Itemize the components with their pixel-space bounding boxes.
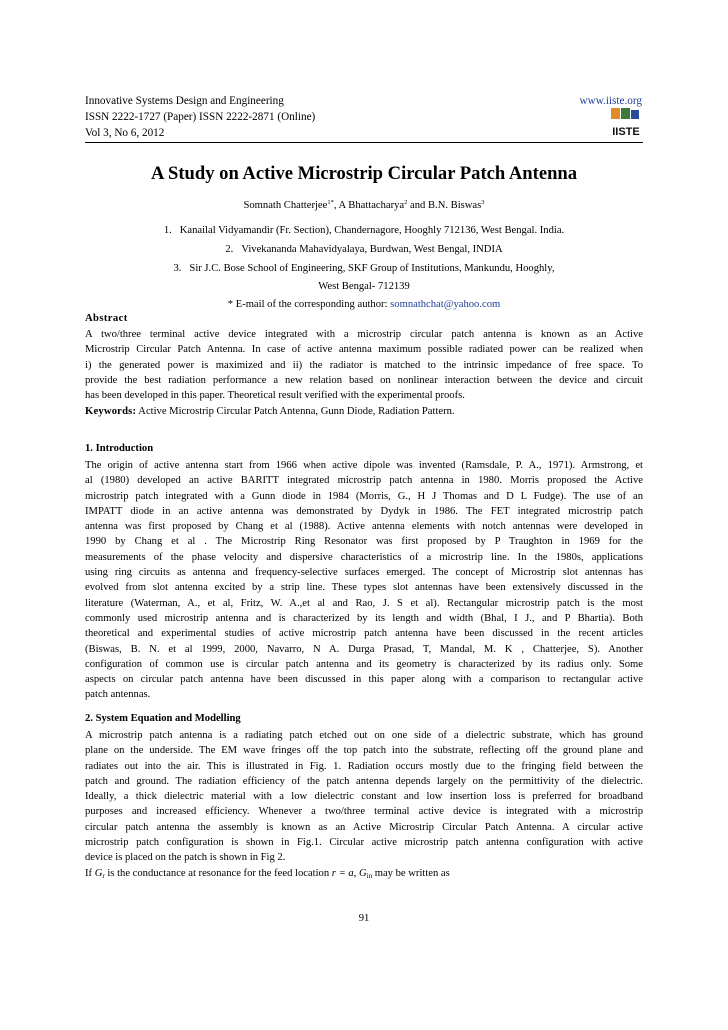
affiliation-1	[0, 224, 728, 238]
abstract-line: A two/three terminal active device integrated with a microstrip circular patch antenna is known as an Active	[85, 329, 643, 340]
intro-line: antenna was first proposed by Chang et al (1988). Active antenna elements with notch antennas were developed in	[85, 521, 643, 533]
logo-text: IISTE	[612, 126, 640, 138]
intro-line: microstrip patch integrated with a Gunn diode in 1984 (Morris, G., H J Thomas and D L Fudge). The use of an	[85, 490, 643, 502]
subscript-in: in	[366, 871, 373, 880]
intro-line: commonly used microstrip antenna and is characterized by its length and width (Bhal, I J., and P Bhartia). Both	[85, 612, 643, 624]
affiliation-3-text: Sir J.C. Bose School of Engineering, SKF Group of Institutions, Mankundu, Hooghly,	[189, 263, 555, 274]
intro-line: evolved from slot antenna excited by a strip line. These types slot antennas have been extensively discussed in the	[85, 582, 643, 594]
symbol-G: G	[94, 867, 103, 879]
journal-issn: ISSN 2222-1727 (Paper) ISSN 2222-2871 (Online)	[85, 111, 316, 123]
abstract-line: i) the generated power is maximized and ii) the radiator is matched to the intrinsic impedance of free space. To	[85, 359, 643, 371]
intro-line: configuration of common use is circular patch antenna and its geometry is characterized by its radius only. Some	[85, 658, 643, 670]
intro-line: literature (Waterman, A., et al, Fritz, W. A.,et al and Rao, J. S et al). Rectangular microstrip patch is the most	[85, 597, 643, 609]
author-3-mark: 3	[481, 199, 485, 206]
affiliation-1-number: 1.	[163, 225, 172, 236]
keywords-label: Keywords:	[85, 406, 137, 417]
intro-line: IMPATT diode in an active antenna was demonstrated by Dydyk in 1986. The FET integrated microstrip patch	[85, 505, 643, 517]
abstract-line: Microstrip Circular Patch Antenna. In case of active antenna maximum possible radiated power can be realized when	[85, 344, 643, 356]
system-line: purposes and increased efficiency. Whenever a two/three terminal active device is integrated with a microstrip	[85, 806, 643, 818]
system-line: device is placed on the patch is shown in Fig 2.	[85, 852, 286, 864]
journal-url-link[interactable]: www.iiste.org	[579, 95, 642, 107]
journal-volume: Vol 3, No 6, 2012	[85, 127, 165, 139]
keywords	[85, 404, 455, 419]
corresponding-email	[0, 298, 728, 312]
email-prefix: * E-mail of the corresponding author:	[227, 299, 391, 310]
system-line: radiates out into the air. This is illustrated in Fig. 1. Radiation occurs mostly due to the fringing field between the	[85, 760, 643, 772]
intro-line: al (1980) developed an active BARITT integrated microstrip patch antenna in 1980. Morris proposed the Active	[85, 475, 643, 487]
system-body	[85, 728, 643, 881]
iiste-logo	[611, 108, 641, 138]
system-last-line: If $G_r$ is the conductance at resonance for the feed location r = a, $G_{in}$ may be written as	[85, 867, 450, 880]
system-line: microstrip patch configuration is shown in Fig.1. Circular active microstrip patch antenna configuration with active	[85, 837, 643, 849]
system-line: plane on the underside. The EM wave fringes off the top patch into the substrate, reflecting off the ground plane and	[85, 745, 643, 757]
abstract-line: provide the best radiation performance a new relation based on nonlinear interaction between the device and circuit	[85, 374, 643, 386]
header-divider	[85, 142, 643, 143]
section-heading-system: 2. System Equation and Modelling	[85, 713, 241, 724]
intro-line: using ring circuits as antenna and frequency-selective surfaces emerged. The concept of Microstrip slot antennas has	[85, 567, 643, 579]
subscript-r: r	[102, 871, 105, 880]
affiliation-2-number: 2.	[225, 244, 234, 255]
equation-r-equals-a: r = a	[331, 867, 354, 879]
abstract-body	[85, 327, 643, 403]
page-number: 91	[358, 913, 370, 924]
author-1-mark: 1*	[327, 199, 334, 206]
affiliation-3	[0, 262, 728, 276]
paper-title: A Study on Active Microstrip Circular Patch Antenna	[150, 163, 578, 184]
affiliation-2-text: Vivekananda Mahavidyalaya, Burdwan, West Bengal, INDIA	[241, 244, 503, 255]
intro-line: theoretical and experimental studies of active microstrip patch antenna have been discussed in the recent articles	[85, 628, 643, 640]
abstract-heading: Abstract	[85, 313, 128, 324]
author-3: and B.N. Biswas	[407, 200, 482, 211]
author-2: , A Bhattacharya	[333, 200, 405, 211]
affiliation-3-continued: West Bengal- 712139	[318, 281, 410, 292]
system-line: patch and ground. The radiation efficiency of the patch antenna depends largely on the permittivity of the dielectric.	[85, 775, 643, 787]
system-line: A microstrip patch antenna is a radiating patch etched out on one side of a dielectric substrate, which has ground	[85, 730, 643, 741]
symbol-G-in: G	[358, 867, 367, 879]
author-list	[0, 199, 728, 213]
abstract-line: has been developed in this paper. Theoretical result verified with the experimental proofs.	[85, 390, 465, 402]
email-link[interactable]: somnathchat@yahoo.com	[390, 299, 501, 310]
intro-line: measurements of the phase velocity and dispersive characteristics of a microstrip line. In the 1980s, applications	[85, 551, 643, 563]
affiliation-3-number: 3.	[173, 263, 182, 274]
author-2-mark: 2	[404, 199, 408, 206]
affiliation-2	[0, 243, 728, 257]
intro-line: aspects on circular patch antenna have been discussed in this paper along with a comparison to rectangular active	[85, 674, 643, 686]
introduction-body	[85, 458, 643, 703]
system-line: circular patch antenna the assembly is known as an Active Microstrip Circular Patch Antenna. A circular active	[85, 821, 643, 833]
author-1: Somnath Chatterjee	[243, 200, 328, 211]
system-line: Ideally, a thick dielectric material with a low dielectric constant and low insertion loss is preferred for broadband	[85, 791, 643, 803]
journal-name: Innovative Systems Design and Engineering	[85, 95, 284, 107]
section-heading-introduction: 1. Introduction	[85, 443, 154, 454]
intro-line: The origin of active antenna start from 1966 when active dipole was invented (Ramsdale, P. A., 1971). Armstrong, et	[85, 460, 643, 471]
keywords-text: Active Microstrip Circular Patch Antenna, Gunn Diode, Radiation Pattern.	[136, 406, 455, 417]
affiliation-1-text: Kanailal Vidyamandir (Fr. Section), Chandernagore, Hooghly 712136, West Bengal. India.	[179, 225, 565, 236]
intro-line: (Biswas, B. N. et al 1999, 2000, Navarro, N A. Durga Prasad, T, Mandal, M. K , Chatterjee, S). Another	[85, 643, 643, 655]
intro-line: 1990 by Chang et al . The Microstrip Ring Resonator was first proposed by P Traughton in 1969 for the	[85, 536, 643, 548]
intro-line: patch antennas.	[85, 689, 151, 701]
